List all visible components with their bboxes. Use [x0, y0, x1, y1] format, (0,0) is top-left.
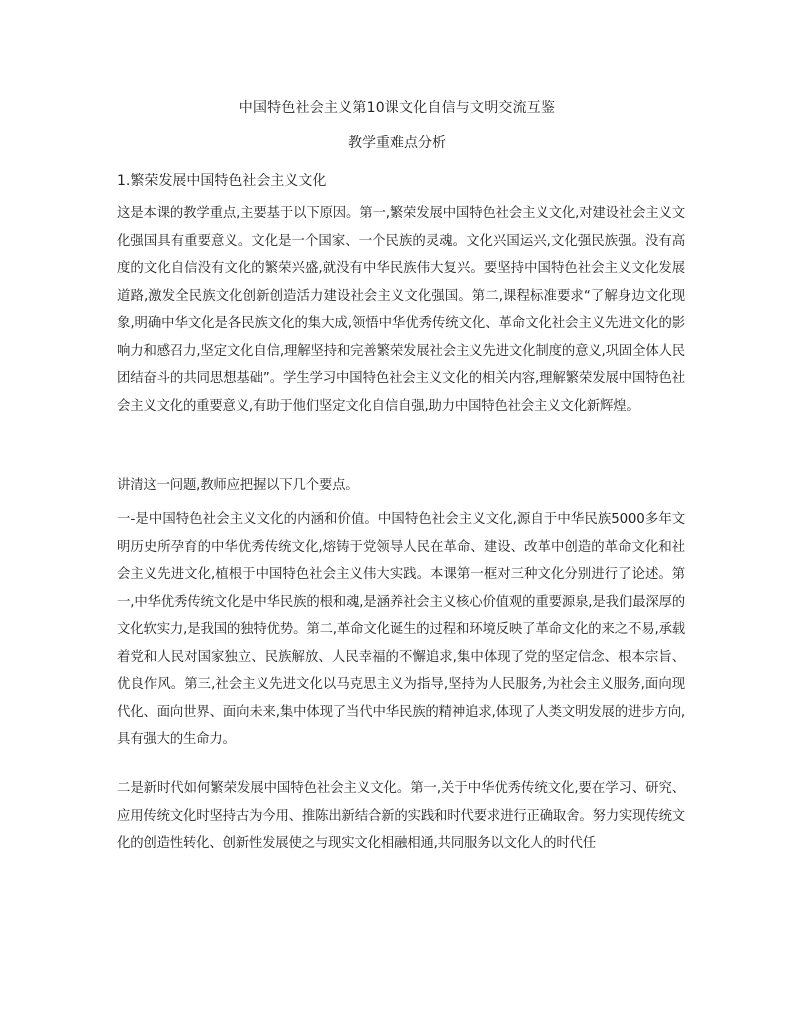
paragraph-point-one: 一-是中国特色社会主义文化的内涵和价值。中国特色社会主义文化,源自于中华民族5000多年文明历史所孕育的中华优秀传统文化,熔铸于党领导人民在革命、建设、改革中创造的革命文化和社会主义先进文化,植根于中国特色社会主义伟大实践。本课第一框对三种文化分别进行了论述。第一,中华优秀传统文化是中华民族的根和魂,是涵养社会主义核心价值观的重要源泉,是我们最深厚的文化软实力,是我国的独特优势。第二,革命文化诞生的过程和环境反映了革命文化的来之不易,承载着党和人民对国家独立、民族解放、人民幸福的不懈追求,集中体现了党的坚定信念、根本宗旨、优良作风。第三,社会主义先进文化以马克思主义为指导,坚持为人民服务,为社会主义服务,面向现代化、面向世界、面向未来,集中体现了当代中华民族的精神追求,体现了人类文明发展的进步方向,具有强大的生命力。: [117, 512, 685, 747]
paragraph-intro-points: 讲清这一问题,教师应把握以下几个要点。: [117, 478, 359, 493]
section-heading: 1.繁荣发展中国特色社会主义文化: [117, 173, 327, 189]
paragraph-point-two: 二是新时代如何繁荣发展中国特色社会主义文化。第一,关于中华优秀传统文化,要在学习、研究、应用传统文化时坚持古为今用、推陈出新结合新的实践和时代要求进行正确取舍。努力实现传统文化的创造性转化、创新性发展使之与现实文化相融相通,共同服务以文化人的时代任: [117, 781, 685, 851]
paragraph-reasons: 这是本课的教学重点,主要基于以下原因。第一,繁荣发展中国特色社会主义文化,对建设社会主义文化强国具有重要意义。文化是一个国家、一个民族的灵魂。文化兴国运兴,文化强民族强。没有高度的文化自信没有文化的繁荣兴盛,就没有中华民族伟大复兴。要坚持中国特色社会主义文化发展道路,激发全民族文化创新创造活力建设社会主义文化强国。第二,课程标准要求“了解身边文化现象,明确中华文化是各民族文化的集大成,领悟中华优秀传统文化、革命文化社会主义先进文化的影响力和感召力,坚定文化自信,理解坚持和完善繁荣发展社会主义先进文化制度的意义,巩固全体人民团结奋斗的共同思想基础”。学生学习中国特色社会主义文化的相关内容,理解繁荣发展中国特色社会主义文化的重要意义,有助于他们坚定文化自信自强,助力中国特色社会主义文化新辉煌。: [117, 206, 685, 414]
document-title: 中国特色社会主义第10课文化自信与文明交流互鉴: [238, 100, 556, 116]
document-subtitle: 教学重难点分析: [348, 135, 446, 151]
